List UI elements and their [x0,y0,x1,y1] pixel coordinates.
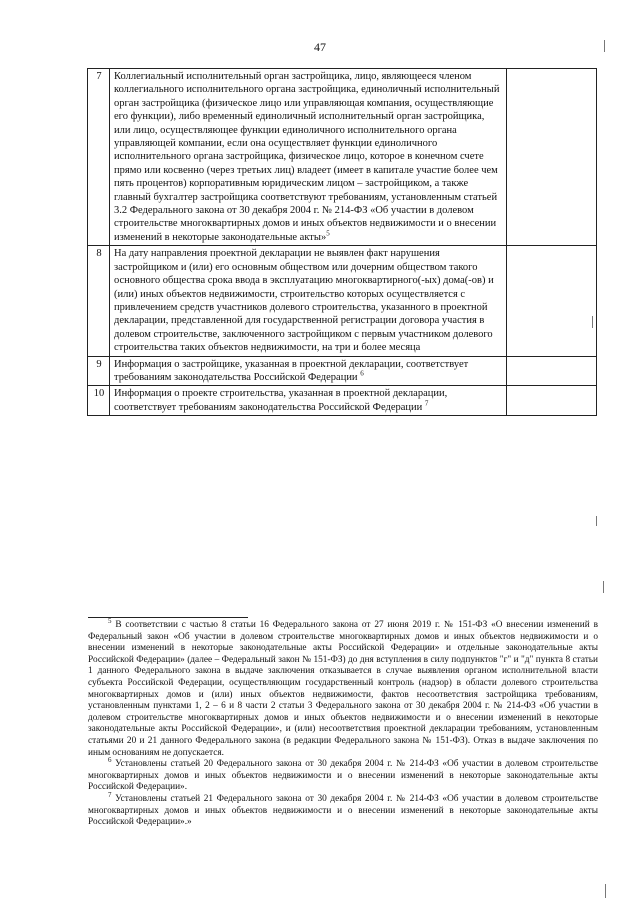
footnote-text: Установлены статьей 21 Федерального закона от 30 декабря 2004 г. № 214-ФЗ «Об участии в долевом строительстве многоквартирных домов и иных объектов недвижимости и о внесении изменений в некоторые законодательные акты Российской Федерации».» [88,793,598,828]
row-blank-cell [507,246,597,356]
row-blank-cell [507,356,597,386]
footnote-mark: 7 [108,790,112,799]
scan-mark [605,884,606,898]
table-row [88,386,597,416]
row-blank-cell [507,386,597,416]
criteria-table [87,68,597,416]
table-row [88,69,597,246]
footnote-ref: 5 [326,229,330,238]
footnote-ref: 7 [424,399,429,408]
row-number: 8 [88,246,110,356]
row-text-body: Информация о проекте строительства, указанная в проектной декларации, соответствует требованиям законодательства Российской Федерации [114,388,448,413]
row-text [110,386,507,416]
footnote [88,790,598,829]
footnote-ref: 6 [360,369,364,378]
row-text-body: На дату направления проектной декларации не выявлен факт нарушения застройщиком и (или) его основным обществом или дочерним обществом такого основного общества срока ввода в эксплуатацию многоквартирного(-ых) дома(-ов) и (или) иных объектов недвижимости, строительство которых осуществляется с привлечением средств участников долевого строительства, указанного в проектной декларации, представленной для государственной регистрации договора участия в долевом строительстве, заключенного застройщиком с первым участником долевого строительства таких объектов недвижимости, на три и более месяца [114,248,494,354]
table-row [88,356,597,386]
scan-mark [603,581,604,593]
footnote-mark: 5 [108,616,112,625]
row-text [110,69,507,246]
row-text-body: Коллегиальный исполнительный орган застройщика, лицо, являющееся членом коллегиального исполнительного органа застройщика, единоличный исполнительный орган застройщика (физическое лицо или управляющая компания, осуществляющие его функции), либо временный единоличный исполнительный орган застройщика, или лицо, осуществляющее функции единоличного исполнительного органа управляющей компании, если она осуществляет функции единоличного исполнительного органа застройщика, физическое лицо, которое в конечном счете прямо или косвенно (через третьих лиц) владеет (имеет в капитале участие более чем пять процентов) корпоративным юридическим лицом – застройщиком, а также главный бухгалтер застройщика соответствуют требованиям, установленным статьей 3.2 Федерального закона от 30 декабря 2004 г. № 214-ФЗ «Об участии в долевом строительстве многоквартирных домов и иных объектов недвижимости и о внесении изменений в некоторые законодательные акты» [114,71,500,243]
scan-mark [596,516,597,526]
scan-mark [604,40,605,52]
scan-mark [592,316,593,328]
footnote [88,756,598,794]
footnote-separator [88,617,248,618]
row-number: 10 [88,386,110,416]
row-text [110,246,507,356]
row-number: 7 [88,69,110,246]
footnotes [88,616,598,829]
row-text [110,356,507,386]
footnote-text: В соответствии с частью 8 статьи 16 Федерального закона от 27 июня 2019 г. № 151-ФЗ «О внесении изменений в Федеральный закон «Об участии в долевом строительстве многоквартирных домов и иных объектов недвижимости и о внесении изменений в некоторые законодательные акты Российской Федерации» и отдельные законодательные акты Российской Федерации» (далее – Федеральный закон № 151-ФЗ) до дня вступления в силу подпунктов "г" и "д" пункта 8 статьи 1 данного Федерального закона в выдаче заключения отказывается в случае выявления органом исполнительной власти субъекта Российской Федерации, осуществляющим государственный контроль (надзор) в области долевого строительства многоквартирных домов и (или) иных объектов недвижимости, фактов несоответствия застройщика требованиям, установленным пунктами 1, 2 – 6 и 8 части 2 статьи 3 Федерального закона от 30 декабря 2004 г. № 214-ФЗ «Об участии в долевом строительстве многоквартирных домов и иных объектов недвижимости и о внесении изменений в некоторые законодательные акты Российской Федерации», и (или) несоответствия проектной декларации требованиям, установленным статьями 20 и 21 данного Федерального закона (в редакции Федерального закона № 151-ФЗ). Отказ в выдаче заключения по иным основаниям не допускается. [88,620,598,758]
footnote-text: Установлены статьей 20 Федерального закона от 30 декабря 2004 г. № 214-ФЗ «Об участии в долевом строительстве многоквартирных домов и иных объектов недвижимости и о внесении изменений в некоторые законодательные акты Российской Федерации». [88,759,598,793]
row-blank-cell [507,69,597,246]
row-text-body: Информация о застройщике, указанная в проектной декларации, соответствует требованиям законодательства Российской Федерации [114,358,469,383]
page-number: 47 [314,40,326,54]
row-number: 9 [88,356,110,386]
footnote-mark: 6 [108,756,112,765]
footnote [88,616,598,759]
table-row [88,246,597,356]
